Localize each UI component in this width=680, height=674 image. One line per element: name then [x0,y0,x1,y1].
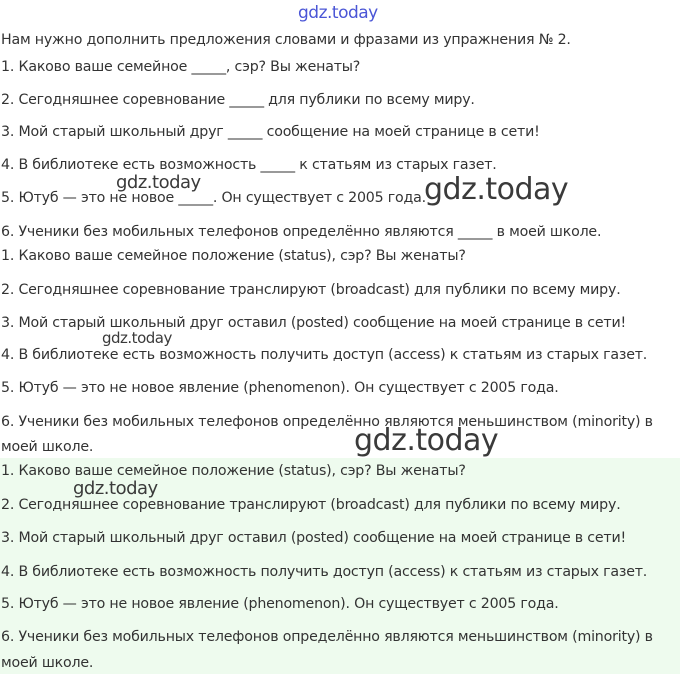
answer-sentence-5: 5. Ютуб — это не новое явление (phenomenon). Он существует с 2005 года. [1,380,559,396]
answer-sentence-2: 2. Сегодняшнее соревнование транслируют (broadcast) для публики по всему миру. [1,282,621,298]
blank-sentence-5: 5. Ютуб — это не новое _____. Он существует с 2005 года. [1,190,426,206]
blank-sentence-3: 3. Мой старый школьный друг _____ сообщение на моей странице в сети! [1,124,540,140]
box-sentence-6-line-2: моей школе. [1,655,94,671]
watermark-small-3: gdz.today [73,478,158,499]
watermark-top: gdz.today [298,3,378,23]
answer-sentence-1: 1. Каково ваше семейное положение (status), сэр? Вы женаты? [1,248,466,264]
answer-sentence-4: 4. В библиотеке есть возможность получить доступ (access) к статьям из старых газет. [1,347,648,363]
watermark-small-1: gdz.today [116,172,201,193]
blank-sentence-6: 6. Ученики без мобильных телефонов определённо являются _____ в моей школе. [1,224,602,240]
blank-sentence-1: 1. Каково ваше семейное _____, сэр? Вы женаты? [1,59,361,75]
box-sentence-5: 5. Ютуб — это не новое явление (phenomenon). Он существует с 2005 года. [1,596,559,612]
box-sentence-6-line-1: 6. Ученики без мобильных телефонов определённо являются меньшинством (minority) в [1,629,653,645]
box-sentence-3: 3. Мой старый школьный друг оставил (posted) сообщение на моей странице в сети! [1,530,626,546]
answer-sentence-6-line-2: моей школе. [1,439,94,455]
watermark-large-1: gdz.today [424,172,569,207]
answer-sentence-6-line-1: 6. Ученики без мобильных телефонов определённо являются меньшинством (minority) в [1,414,653,430]
intro-text: Нам нужно дополнить предложения словами и фразами из упражнения № 2. [1,32,571,48]
answer-sentence-3: 3. Мой старый школьный друг оставил (posted) сообщение на моей странице в сети! [1,315,626,331]
blank-sentence-4: 4. В библиотеке есть возможность _____ к статьям из старых газет. [1,157,497,173]
watermark-large-2: gdz.today [354,423,499,458]
watermark-small-2: gdz.today [102,329,172,347]
blank-sentence-2: 2. Сегодняшнее соревнование _____ для публики по всему миру. [1,92,475,108]
box-sentence-1: 1. Каково ваше семейное положение (status), сэр? Вы женаты? [1,463,466,479]
box-sentence-4: 4. В библиотеке есть возможность получить доступ (access) к статьям из старых газет. [1,564,648,580]
box-sentence-2: 2. Сегодняшнее соревнование транслируют (broadcast) для публики по всему миру. [1,497,621,513]
